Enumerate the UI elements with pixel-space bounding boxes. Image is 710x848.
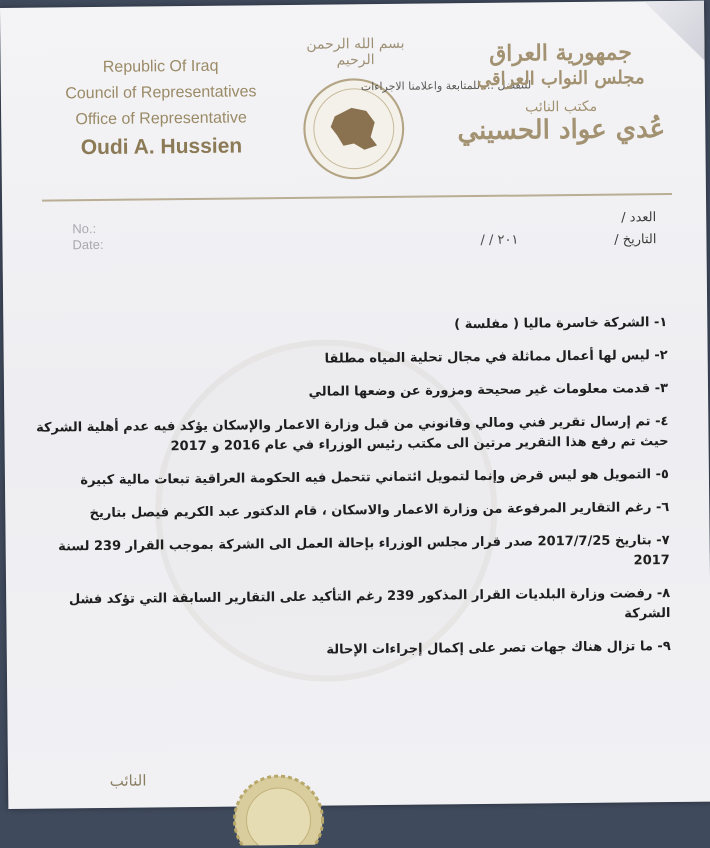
date-label-en: Date: (72, 236, 104, 253)
document-page (0, 1, 710, 809)
letterhead-name-ar: عُدي عواد الحسيني (457, 114, 666, 147)
header-divider (42, 193, 672, 202)
basmala: بسم الله الرحمن الرحيم (306, 35, 405, 69)
items-list (27, 313, 671, 677)
list-item: ١- الشركة خاسرة ماليا ( مفلسة ) (454, 315, 668, 333)
letterhead-council-ar: مجلس النواب العراقي (476, 67, 645, 91)
list-item: ٥- التمويل هو ليس قرض وإنما لتمويل ائتماني تتحمل فيه الحكومة العراقية تبعات مالية كبيرة (80, 467, 670, 489)
list-item: ٤- تم إرسال تقرير فني ومالي وقانوني من قبل وزارة الاعمار والإسكان يؤكد فيه عدم أهلية الشركة حيث تم رفع هذا التقرير مرتين الى مكتب رئيس الوزراء في عام 2016 و 2017 (35, 414, 669, 455)
number-label-ar: العدد / (621, 210, 657, 226)
date-value: / / ٢٠١ (480, 232, 519, 248)
signature-label: النائب (109, 771, 147, 790)
letterhead-council: Council of Representatives (65, 83, 257, 103)
list-item: ٧- بتاريخ 2017/7/25 صدر قرار مجلس الوزراء بإحالة العمل الى الشركة بموجب القرار 239 لسنة 2017 (58, 533, 670, 569)
number-label-en: No.: (72, 221, 97, 237)
letterhead-office-ar: مكتب النائب (525, 98, 598, 116)
letterhead-country: Republic Of Iraq (102, 57, 219, 76)
date-label-ar: التاريخ / (614, 232, 657, 248)
letterhead-english (41, 53, 282, 162)
list-item: ٩- ما تزال هناك جهات تصر على إكمال إجراءات الإحالة (326, 639, 671, 658)
list-item: ٢- ليس لها أعمال مماثلة في مجال تحلية المياه مطلقا (324, 348, 668, 367)
list-item: ٦- رغم التقارير المرفوعة من وزارة الاعمار والاسكان ، قام الدكتور عبد الكريم فيصل بتاريخ (89, 500, 670, 522)
list-item: ٨- رفضت وزارة البلديات القرار المذكور 239 رغم التأكيد على التقارير السابقة التي تؤكد فشل الشركة (68, 586, 671, 622)
handwritten-note: للتفضل ... للمتابعة واعلامنا الاجراءات (360, 78, 532, 94)
signature-area (68, 771, 188, 790)
list-item: ٣- قدمت معلومات غير صحيحة ومزورة عن وضعها المالي (308, 381, 669, 400)
letterhead-country-ar: جمهورية العراق (488, 39, 633, 67)
reference-english (72, 221, 103, 253)
letterhead-arabic (450, 39, 671, 146)
reference-arabic (614, 207, 657, 251)
letterhead-name-en: Oudi A. Hussien (80, 134, 243, 160)
letterhead-office: Office of Representative (75, 109, 247, 129)
gold-seal-icon (218, 765, 339, 846)
